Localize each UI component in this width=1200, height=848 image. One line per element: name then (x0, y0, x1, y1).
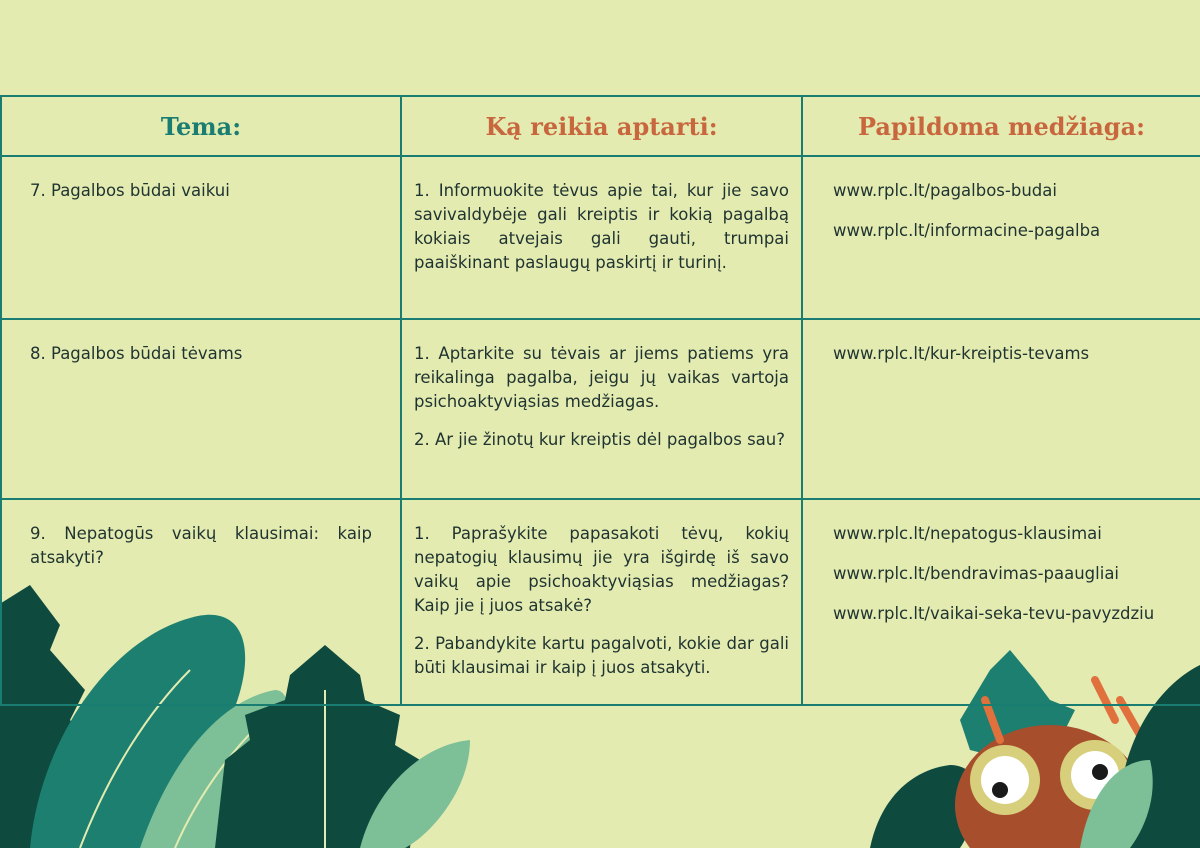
discuss-cell (401, 319, 802, 499)
table-row (1, 499, 1200, 705)
discuss-item: 1. Aptarkite su tėvais ar jiems patiems yra reikalinga pagalba, jeigu jų vaikas vartoja psichoaktyviąsias medžiagas. (414, 344, 789, 411)
links-cell (802, 156, 1200, 319)
header-materials: Papildoma medžiaga: (802, 96, 1200, 156)
link-text[interactable]: www.rplc.lt/informacine-pagalba (833, 221, 1101, 240)
link-text[interactable]: www.rplc.lt/nepatogus-klausimai (833, 524, 1102, 543)
discuss-item: 2. Pabandykite kartu pagalvoti, kokie dar gali būti klausimai ir kaip į juos atsakyti. (414, 634, 789, 677)
discuss-item: 1. Informuokite tėvus apie tai, kur jie savo savivaldybėje gali kreiptis ir kokią pagalbą kokiais atvejais gali gauti, trumpai paaiškinant paslaugų paskirtį ir turinį. (414, 181, 789, 272)
discuss-item: 1. Paprašykite papasakoti tėvų, kokių nepatogių klausimų jie yra išgirdę iš savo vaikų apie psichoaktyviąsias medžiagas? Kaip jie į juos atsakė? (414, 524, 789, 615)
link-text[interactable]: www.rplc.lt/bendravimas-paaugliai (833, 564, 1120, 583)
header-row (1, 96, 1200, 156)
header-discuss: Ką reikia aptarti: (401, 96, 802, 156)
link-text[interactable]: www.rplc.lt/kur-kreiptis-tevams (833, 344, 1090, 363)
links-cell (802, 319, 1200, 499)
link-text[interactable]: www.rplc.lt/vaikai-seka-tevu-pavyzdziu (833, 604, 1155, 623)
discuss-item: 2. Ar jie žinotų kur kreiptis dėl pagalbos sau? (414, 430, 785, 449)
header-topic: Tema: (1, 96, 401, 156)
link-text[interactable]: www.rplc.lt/pagalbos-budai (833, 181, 1057, 200)
topic-cell: 7. Pagalbos būdai vaikui (1, 156, 401, 319)
discuss-cell (401, 156, 802, 319)
table-row (1, 156, 1200, 319)
discuss-cell (401, 499, 802, 705)
plan-table (0, 95, 1200, 706)
topic-cell: 9. Nepatogūs vaikų klausimai: kaip atsakyti? (1, 499, 401, 705)
topic-cell: 8. Pagalbos būdai tėvams (1, 319, 401, 499)
links-cell (802, 499, 1200, 705)
table-row (1, 319, 1200, 499)
